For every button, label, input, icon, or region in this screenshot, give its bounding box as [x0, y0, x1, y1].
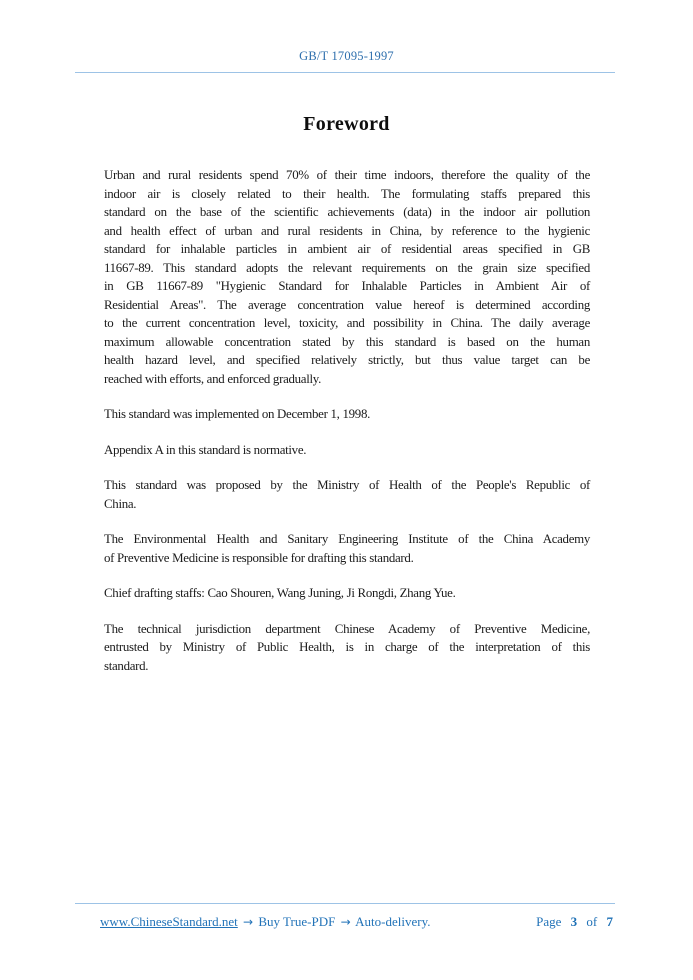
paragraph-line: Residential Areas". The average concentration value hereof is determined according [104, 297, 590, 312]
paragraph [104, 441, 590, 460]
paragraph [104, 584, 590, 603]
page-indicator [536, 914, 613, 930]
paragraph-line: and health effect of urban and rural residents in China, by reference to the hygienic [104, 223, 590, 238]
arrow-right-icon: → [340, 915, 351, 929]
paragraph [104, 405, 590, 424]
paragraph [104, 476, 590, 513]
paragraph-line: standard. [104, 658, 149, 673]
foreword-content [104, 166, 590, 692]
delivery-text: Auto-delivery. [355, 914, 431, 929]
current-page-number: 3 [570, 914, 578, 929]
paragraph-line: The technical jurisdiction department Chinese Academy of Preventive Medicine, [104, 621, 590, 636]
paragraph-line: to the current concentration level, toxicity, and possibility in China. The daily average [104, 316, 590, 330]
paragraph-line: 11667-89. This standard adopts the relevant requirements on the grain size specified [104, 260, 590, 275]
paragraph-line: standard on the base of the scientific achievements (data) in the indoor air pollution [104, 205, 590, 219]
doc-number: GB/T 17095-1997 [299, 49, 394, 63]
of-label: of [586, 914, 598, 929]
paragraph-line: maximum allowable concentration stated by this standard is based on the human [104, 334, 590, 349]
paragraph-line: standard for inhalable particles in ambient air of residential areas specified in GB [104, 242, 590, 256]
buy-text: Buy True-PDF [258, 914, 336, 929]
footer-divider [75, 903, 615, 904]
site-link[interactable]: www.ChineseStandard.net [100, 914, 238, 929]
total-pages-number: 7 [606, 914, 613, 929]
page-label: Page [536, 914, 562, 929]
page-footer [100, 914, 613, 930]
page-title: Foreword [303, 113, 390, 135]
paragraph [104, 530, 590, 567]
paragraph [104, 620, 590, 676]
paragraph-line: reached with efforts, and enforced gradually. [104, 371, 321, 386]
paragraph [104, 166, 590, 388]
footer-promo [100, 914, 431, 930]
paragraph-line: The Environmental Health and Sanitary Engineering Institute of the China Academy [104, 532, 590, 546]
paragraph-line: This standard was proposed by the Ministry of Health of the People's Republic of [104, 478, 590, 492]
header-divider [75, 72, 615, 73]
paragraph-line: China. [104, 496, 137, 511]
paragraph-line: in GB 11667-89 "Hygienic Standard for Inhalable Particles in Ambient Air of [104, 279, 590, 293]
paragraph-line: of Preventive Medicine is responsible for drafting this standard. [104, 550, 414, 565]
paragraph-line: Urban and rural residents spend 70% of their time indoors, therefore the quality of the [104, 168, 590, 182]
paragraph-line: This standard was implemented on December 1, 1998. [104, 407, 371, 421]
arrow-right-icon: → [243, 915, 254, 929]
paragraph-line: health hazard level, and specified relatively strictly, but thus value target can be [104, 353, 590, 367]
paragraph-line: entrusted by Ministry of Public Health, is in charge of the interpretation of this [104, 640, 590, 654]
page-header [0, 49, 693, 64]
paragraph-line: indoor air is closely related to their health. The formulating staffs prepared this [104, 186, 590, 201]
paragraph-line: Chief drafting staffs: Cao Shouren, Wang Juning, Ji Rongdi, Zhang Yue. [104, 586, 456, 600]
paragraph-line: Appendix A in this standard is normative. [104, 442, 307, 457]
